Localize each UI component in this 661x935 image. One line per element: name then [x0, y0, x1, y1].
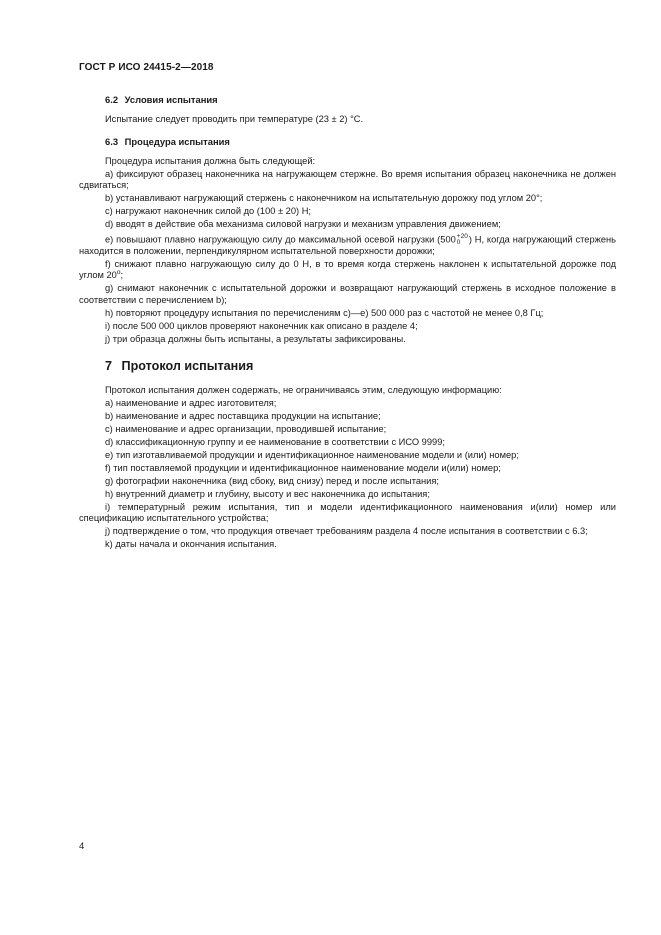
- report-item-c: c) наименование и адрес организации, проводившей испытание;: [105, 423, 387, 434]
- report-item-e: e) тип изготавливаемой продукции и идентификационное наименование модели и (или) номер;: [105, 449, 519, 460]
- report-item-j: j) подтверждение о том, что продукция отвечает требованиям раздела 4 после испытания в соответствии с 6.3;: [105, 526, 588, 536]
- section-title: Протокол испытания: [121, 359, 254, 373]
- report-item-d: d) классификационную группу и ее наименование в соответствии с ИСО 9999;: [105, 436, 445, 447]
- degree-mark: о: [116, 268, 121, 276]
- procedure-item-g: g) снимают наконечник с испытательной дорожки и возвращают нагружающий стержень в исходное положение в соответствии с перечислением b);: [79, 283, 616, 305]
- subsection-number: 6.3: [105, 136, 119, 147]
- paragraph-test-conditions: Испытание следует проводить при температуре (23 ± 2) °C.: [105, 113, 364, 124]
- procedure-item-i: i) после 500 000 циклов проверяют наконечник как описано в разделе 4;: [105, 320, 418, 331]
- report-item-a: a) наименование и адрес изготовителя;: [105, 397, 277, 408]
- report-item-b: b) наименование и адрес поставщика продукции на испытание;: [105, 410, 381, 421]
- report-item-i: i) температурный режим испытания, тип и модели идентификационного наименования и(или) номер или спецификацию испытательного устройства;: [79, 501, 616, 523]
- tolerance-lower: 0: [456, 238, 461, 246]
- paragraph-report-intro: Протокол испытания должен содержать, не ограничиваясь этим, следующую информацию:: [105, 384, 502, 395]
- subsection-6-3-heading: [105, 136, 616, 148]
- section-number: 7: [105, 359, 113, 373]
- page-number: 4: [79, 841, 85, 852]
- tolerance-upper: +20: [456, 232, 468, 240]
- subsection-6-2-heading: [105, 94, 616, 106]
- subsection-title: Условия испытания: [124, 94, 218, 105]
- procedure-item-e: [79, 234, 616, 258]
- procedure-item-h: h) повторяют процедуру испытания по перечислениям с)—е) 500 000 раз с частотой не менее 0,8 Гц;: [105, 307, 544, 318]
- procedure-item-c: c) нагружают наконечник силой до (100 ± 20) Н;: [105, 206, 311, 216]
- procedure-item-b: b) устанавливают нагружающий стержень с наконечником на испытательную дорожку под углом 20°;: [105, 193, 543, 203]
- page-content: [79, 86, 616, 552]
- subsection-title: Процедура испытания: [124, 136, 230, 147]
- tolerance-stack: [457, 234, 468, 246]
- document-header: ГОСТ Р ИСО 24415-2—2018: [79, 62, 214, 73]
- item-f-end: ;: [120, 270, 124, 280]
- item-e-text-end: ) Н, когда нагружающий стержень находится в положении, перпендикулярном испытательной поверхности дорожки;: [79, 233, 616, 256]
- procedure-item-f: [79, 259, 616, 282]
- procedure-item-a: a) фиксируют образец наконечника на нагружающем стержне. Во время испытания образец наконечника не должен сдвигаться;: [79, 168, 616, 190]
- procedure-item-j: j) три образца должны быть испытаны, а результаты зафиксированы.: [105, 333, 406, 344]
- report-item-k: k) даты начала и окончания испытания.: [105, 539, 277, 549]
- item-f-text: f) снижают плавно нагружающую силу до 0 Н, в то время когда стержень наклонен к испытательной дорожке под углом 20: [79, 258, 616, 280]
- section-7-heading: [105, 361, 616, 373]
- item-e-text-start: e) повышают плавно нагружающую силу до максимальной осевой нагрузки (500: [105, 233, 456, 244]
- subsection-number: 6.2: [105, 94, 119, 105]
- paragraph-procedure-intro: Процедура испытания должна быть следующей:: [105, 155, 316, 166]
- report-item-h: h) внутренний диаметр и глубину, высоту и вес наконечника до испытания;: [105, 488, 430, 499]
- report-item-f: f) тип поставляемой продукции и идентификационное наименование модели и(или) номер;: [105, 462, 501, 473]
- report-item-g: g) фотографии наконечника (вид сбоку, вид снизу) перед и после испытания;: [105, 475, 439, 486]
- procedure-item-d: d) вводят в действие оба механизма силовой нагрузки и механизм управления движением;: [105, 219, 501, 229]
